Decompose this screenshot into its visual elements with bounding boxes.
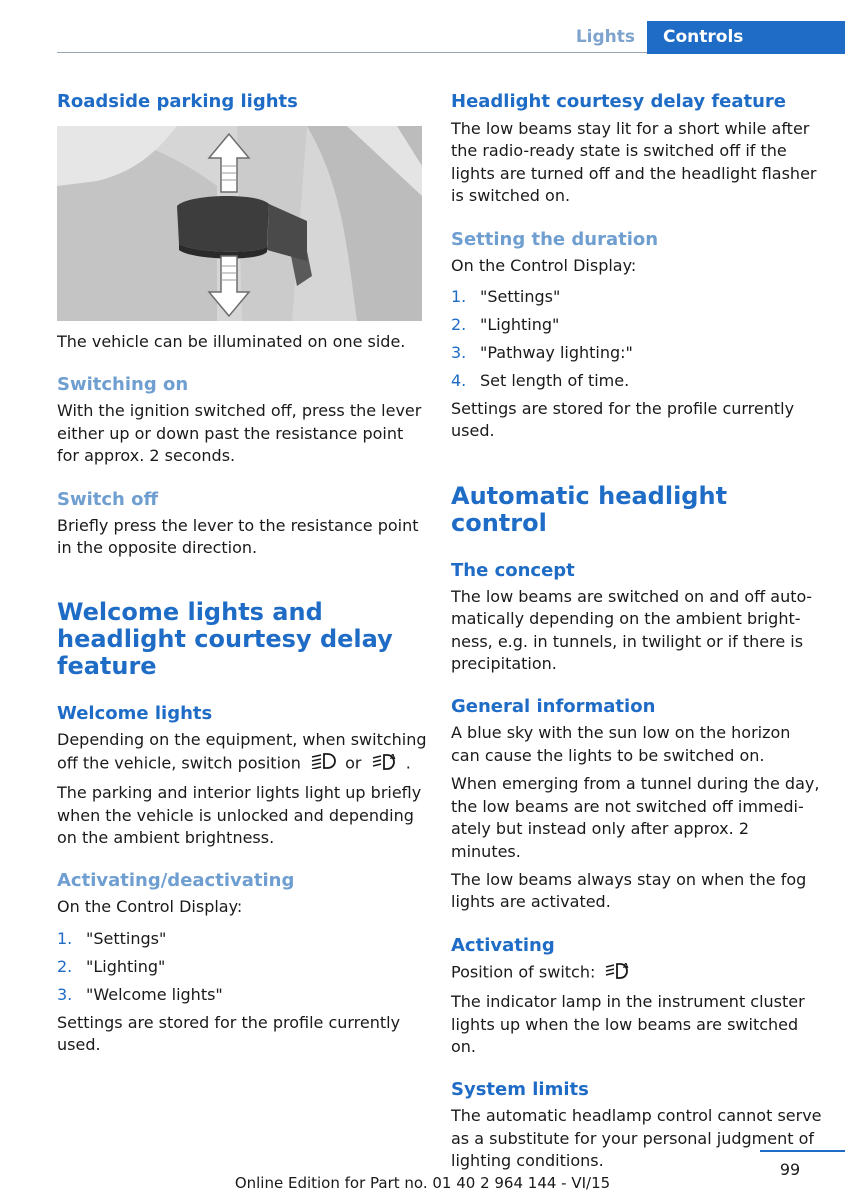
duration-heading: Setting the duration	[451, 228, 659, 250]
list-item: 2. "Lighting"	[451, 315, 560, 335]
activating-note: Settings are stored for the profile currently used.	[57, 1012, 401, 1055]
roadside-heading: Roadside parking lights	[57, 91, 298, 112]
welcome-text-2: The parking and interior lights light up briefly when the vehicle is unlocked and depending on the ambient brightness.	[57, 783, 422, 848]
switch-off-heading: Switch off	[57, 488, 159, 510]
duration-note: Settings are stored for the profile currently used.	[451, 399, 795, 441]
svg-text:A: A	[623, 961, 629, 970]
duration-intro: On the Control Display:	[451, 255, 637, 275]
lever-arrows-illustration	[57, 126, 422, 321]
activating-intro: On the Control Display:	[57, 897, 243, 917]
list-item: 1. "Settings"	[451, 287, 561, 307]
courtesy-text: The low beams stay lit for a short while after the radio-ready state is switched off if the lights are turned off and the headlight flasher is switched on.	[451, 119, 817, 206]
auto-headlight-icon	[371, 752, 397, 776]
activating-text-label: Position of switch:	[451, 962, 596, 982]
limits-heading: System limits	[451, 1079, 589, 1101]
switching-on-heading: Switching on	[57, 374, 189, 396]
switching-on-text: With the ignition switched off, press the lever either up or down past the resistance point for approx. 2 seconds.	[57, 401, 422, 466]
welcome-text-1-start: Depending on the equipment, when switching off the vehicle, switch position	[57, 730, 427, 773]
activating-text-2: The indicator lamp in the instrument cluster lights up when the low beams are switched on.	[451, 992, 805, 1056]
welcome-lights-heading: Welcome lights	[57, 703, 213, 725]
welcome-text-1	[57, 729, 429, 776]
activating-heading: Activating	[451, 934, 555, 956]
footer-rule	[760, 1150, 845, 1152]
general-heading: General information	[451, 696, 656, 718]
list-item: 3. "Pathway lighting:"	[451, 343, 633, 363]
general-text-3: The low beams always stay on when the fog lights are activated.	[451, 869, 807, 912]
header-chapter-tab: Controls	[647, 21, 845, 54]
auto-section-heading: Automatic headlight control	[451, 481, 728, 537]
right-column	[451, 90, 823, 1173]
courtesy-heading: Headlight courtesy delay feature	[451, 91, 787, 112]
general-text-2: When emerging from a tunnel during the day, the low beams are not switched off immediately but instead only after approx. 2 minutes.	[451, 774, 820, 861]
activating-text	[451, 961, 823, 985]
welcome-section-heading: Welcome lights and headlight courtesy delay feature	[57, 598, 393, 681]
concept-text: The low beams are switched on and off automatically depending on the ambient brightness, e.g. in tunnels, in twilight or if there is precipitation.	[451, 586, 813, 674]
roadside-text: The vehicle can be illuminated on one side.	[57, 332, 406, 351]
list-item: 3. "Welcome lights"	[57, 984, 223, 1004]
left-column	[57, 90, 429, 1057]
list-item: 2. "Lighting"	[57, 956, 166, 976]
duration-steps-list	[451, 286, 823, 392]
switch-off-text: Briefly press the lever to the resistance point in the opposite direction.	[57, 515, 419, 558]
list-item: 1. "Settings"	[57, 928, 167, 948]
svg-text:A: A	[389, 752, 396, 761]
general-text-1: A blue sky with the sun low on the horizon can cause the lights to be switched on.	[451, 723, 791, 765]
footer-edition: Online Edition for Part no. 01 40 2 964 144 - VI/15	[234, 1174, 611, 1192]
low-beam-icon	[310, 753, 336, 775]
page-number: 99	[779, 1160, 801, 1179]
concept-heading: The concept	[451, 559, 575, 581]
activating-deactivating-heading: Activating/deactivating	[57, 870, 295, 892]
welcome-steps-list	[57, 928, 429, 1006]
limits-text: The automatic headlamp control cannot serve as a substitute for your personal judgment of lighting conditions.	[451, 1106, 822, 1171]
welcome-text-1-or: or	[345, 753, 362, 773]
welcome-text-1-end: .	[405, 753, 411, 773]
auto-headlight-icon	[604, 961, 630, 985]
header-section-label: Lights	[575, 27, 635, 47]
list-item: 4. Set length of time.	[451, 371, 630, 391]
